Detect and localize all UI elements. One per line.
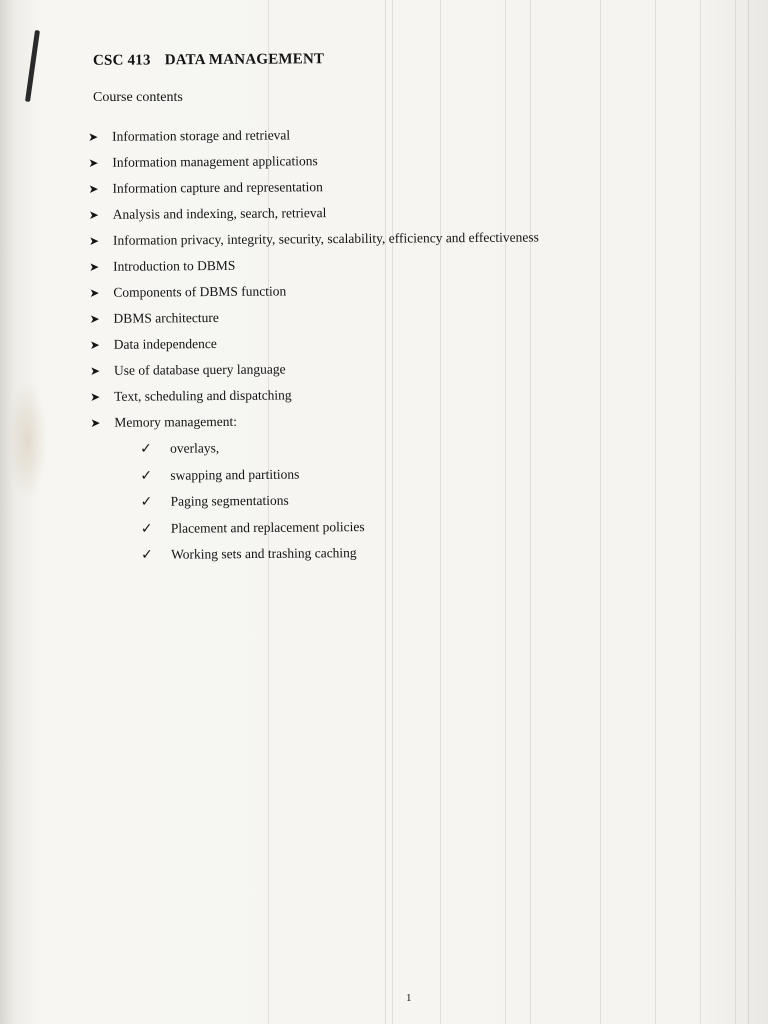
topic-text: Components of DBMS function xyxy=(113,283,287,300)
arrow-icon: ➤ xyxy=(88,207,99,222)
subtopic-item xyxy=(141,540,365,568)
course-name: DATA MANAGEMENT xyxy=(164,51,325,69)
topic-text: Text, scheduling and dispatching xyxy=(114,387,292,404)
topic-item xyxy=(90,380,540,410)
subtopic-text: Working sets and trashing caching xyxy=(170,545,357,562)
topic-item xyxy=(89,224,539,254)
subtopic-text: Placement and replacement policies xyxy=(170,518,365,536)
topic-text: Memory management: xyxy=(114,413,237,430)
check-icon: ✓ xyxy=(140,441,152,458)
check-icon: ✓ xyxy=(140,494,153,511)
topic-item xyxy=(90,406,540,436)
topic-item xyxy=(88,120,538,150)
course-code: CSC 413 xyxy=(92,52,151,69)
subtopic-text: overlays, xyxy=(170,440,220,456)
pen-mark xyxy=(25,30,40,102)
topic-text: Information privacy, integrity, security, scalability, efficiency and effectiveness xyxy=(112,229,539,248)
arrow-icon: ➤ xyxy=(89,259,100,274)
subtopic-item xyxy=(140,434,364,462)
topic-text: DBMS architecture xyxy=(113,309,219,326)
arrow-icon: ➤ xyxy=(90,389,101,404)
bleed-line xyxy=(655,0,656,1024)
topic-text: Information management applications xyxy=(112,153,318,170)
check-icon: ✓ xyxy=(140,547,153,564)
arrow-icon: ➤ xyxy=(88,233,100,248)
topic-item xyxy=(89,302,539,332)
arrow-icon: ➤ xyxy=(88,181,99,196)
topic-text: Information storage and retrieval xyxy=(112,127,291,144)
topic-item xyxy=(90,328,540,358)
topic-list xyxy=(88,120,540,436)
subtopic-text: Paging segmentations xyxy=(170,492,289,509)
bleed-line xyxy=(700,0,701,1024)
topic-text: Analysis and indexing, search, retrieval xyxy=(112,205,327,222)
topic-text: Information capture and representation xyxy=(112,179,323,196)
arrow-icon: ➤ xyxy=(89,285,100,300)
arrow-icon: ➤ xyxy=(89,311,100,326)
check-icon: ✓ xyxy=(140,520,153,537)
topic-item xyxy=(89,198,539,228)
topic-item xyxy=(90,354,540,384)
topic-item xyxy=(89,250,539,280)
arrow-icon: ➤ xyxy=(88,129,99,144)
arrow-icon: ➤ xyxy=(88,155,99,170)
arrow-icon: ➤ xyxy=(89,337,100,352)
course-title xyxy=(93,51,324,70)
paper-stain xyxy=(8,380,48,500)
topic-item xyxy=(88,146,538,176)
topic-text: Use of database query language xyxy=(113,361,286,378)
subtopic-item xyxy=(141,514,365,542)
memory-subtopic-list xyxy=(140,434,365,568)
topic-item xyxy=(88,172,538,202)
bleed-line xyxy=(748,0,749,1024)
topic-text: Data independence xyxy=(113,335,217,352)
bleed-line xyxy=(600,0,601,1024)
subtopic-text: swapping and partitions xyxy=(170,466,300,483)
subtopic-item xyxy=(140,487,364,515)
check-icon: ✓ xyxy=(140,467,153,484)
arrow-icon: ➤ xyxy=(90,415,101,430)
page-number: 1 xyxy=(406,992,412,1004)
topic-text: Introduction to DBMS xyxy=(113,257,236,274)
topic-item xyxy=(89,276,539,306)
section-heading: Course contents xyxy=(93,90,183,105)
subtopic-item xyxy=(140,461,364,489)
bleed-line xyxy=(735,0,736,1024)
arrow-icon: ➤ xyxy=(89,363,101,378)
